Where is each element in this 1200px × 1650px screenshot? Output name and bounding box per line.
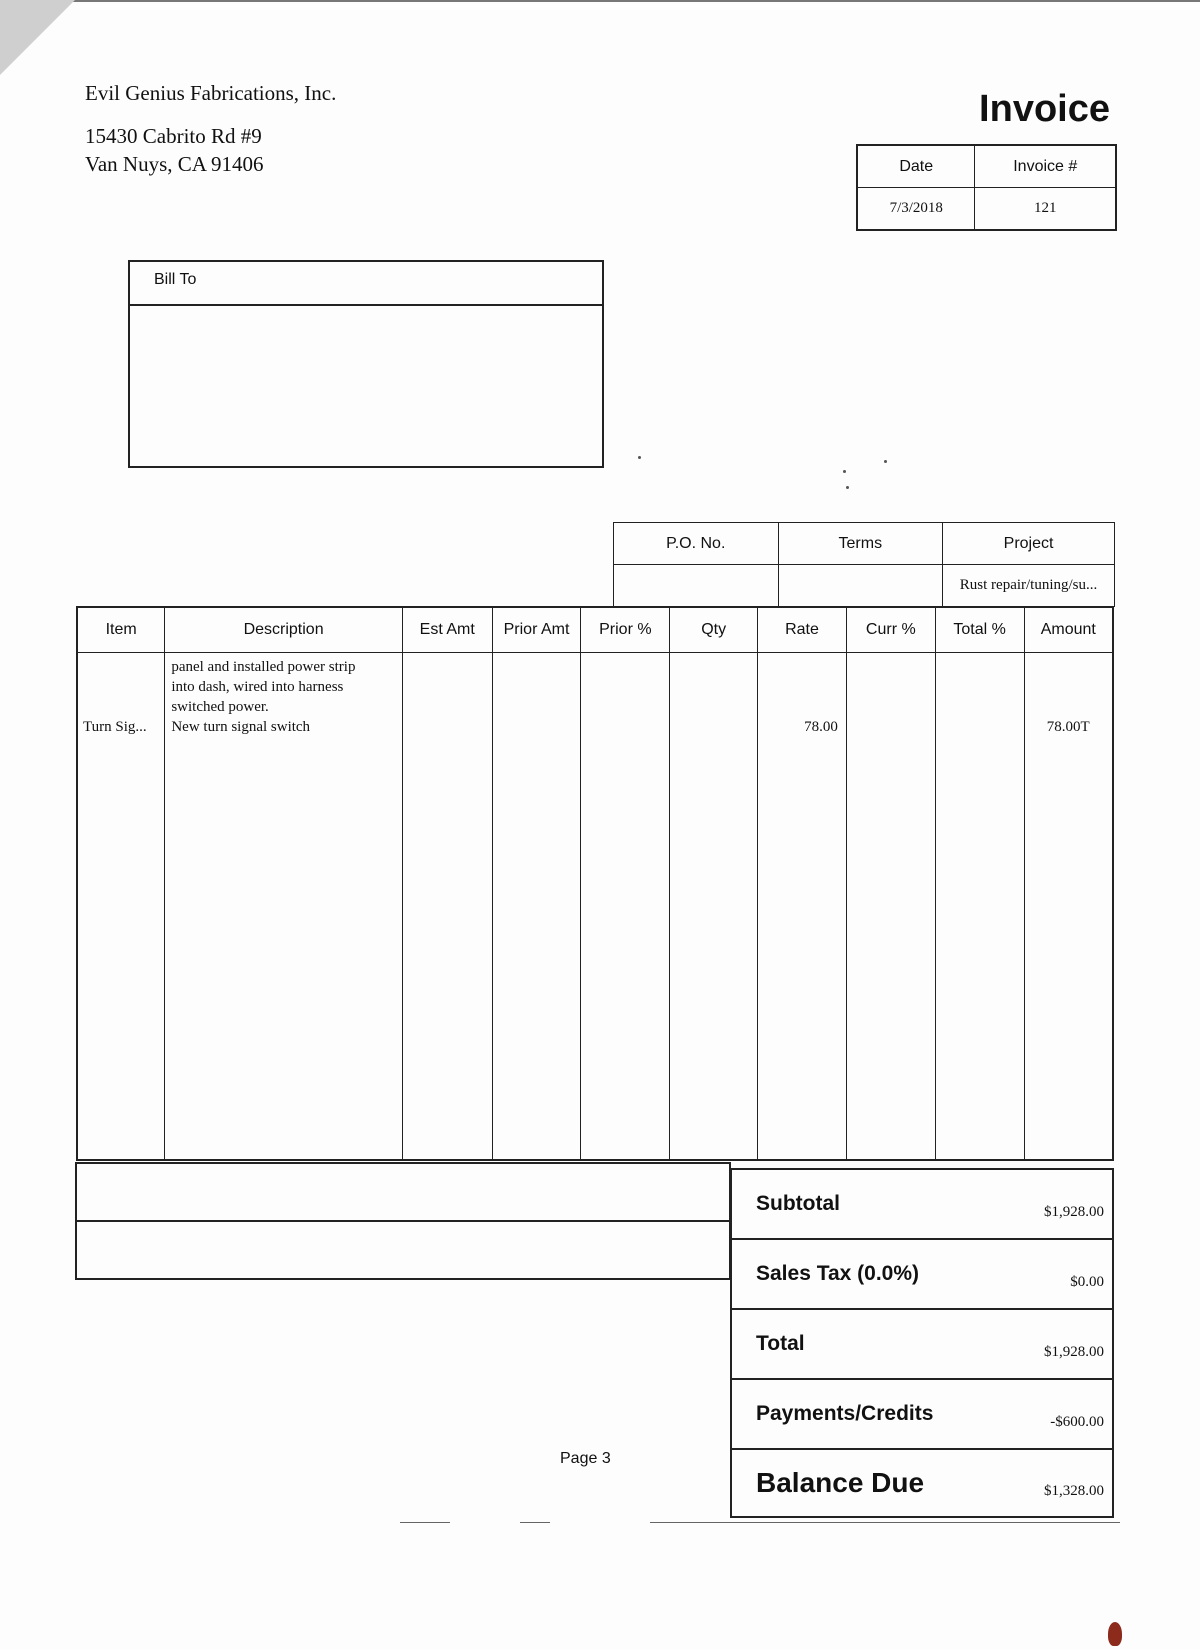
rate-value: 78.00 (804, 719, 838, 735)
date-invoice-box (856, 144, 1117, 231)
description-cell (165, 653, 403, 1161)
column-header: Prior Amt (492, 607, 581, 653)
column-header: Amount (1024, 607, 1113, 653)
amount-value: 78.00T (1046, 719, 1090, 735)
subtotal-label: Subtotal (731, 1169, 1000, 1239)
column-header: Description (165, 607, 403, 653)
est-amt-cell (402, 653, 492, 1161)
item-value: Turn Sig... (83, 719, 147, 735)
total-value: $1,928.00 (1000, 1309, 1113, 1379)
item-cell (77, 653, 165, 1161)
balance-due-value: $1,328.00 (1044, 1482, 1104, 1499)
bill-to-label: Bill To (130, 262, 602, 306)
column-header: Est Amt (402, 607, 492, 653)
page-number: Page 3 (560, 1450, 611, 1467)
totals-table (730, 1168, 1114, 1518)
project-label: Project (943, 523, 1115, 565)
po-label: P.O. No. (614, 523, 779, 565)
speck (638, 456, 641, 459)
company-name: Evil Genius Fabrications, Inc. (85, 81, 337, 105)
invoice-date: 7/3/2018 (857, 188, 975, 231)
table-row (77, 653, 1113, 1161)
total-pct-cell (935, 653, 1024, 1161)
address-line-1: 15430 Cabrito Rd #9 (85, 124, 262, 148)
scan-line (400, 1522, 450, 1523)
balance-due-label: Balance Due (756, 1467, 925, 1498)
scan-edge (0, 0, 1200, 2)
sales-tax-label: Sales Tax (0.0%) (731, 1239, 1000, 1309)
address-line-2: Van Nuys, CA 91406 (85, 152, 264, 176)
qty-cell (670, 653, 758, 1161)
column-header: Total % (935, 607, 1024, 653)
subtotal-value: $1,928.00 (1000, 1169, 1113, 1239)
speck (884, 460, 887, 463)
memo-row (76, 1221, 730, 1279)
project-value: Rust repair/tuning/su... (943, 565, 1115, 607)
payments-value: -$600.00 (1000, 1379, 1113, 1449)
prior-amt-cell (492, 653, 581, 1161)
rate-cell (758, 653, 847, 1161)
speck (846, 486, 849, 489)
memo-box (75, 1162, 731, 1280)
invoice-number: 121 (975, 188, 1116, 231)
scan-line (520, 1522, 550, 1523)
speck (843, 470, 846, 473)
company-address (85, 122, 264, 178)
invoice-number-label: Invoice # (975, 145, 1116, 188)
column-header: Qty (670, 607, 758, 653)
payments-label: Payments/Credits (731, 1379, 1000, 1449)
prior-pct-cell (581, 653, 670, 1161)
terms-label: Terms (778, 523, 943, 565)
curr-pct-cell (846, 653, 935, 1161)
date-label: Date (857, 145, 975, 188)
amount-cell (1024, 653, 1113, 1161)
memo-row (76, 1163, 730, 1221)
description-value: panel and installed power strip into dash, wired into harness switched power. New turn signal switch (171, 659, 356, 735)
column-header: Prior % (581, 607, 670, 653)
total-label: Total (731, 1309, 1000, 1379)
line-items-table (76, 606, 1114, 1161)
bill-to-box (128, 260, 604, 468)
terms-value (778, 565, 943, 607)
document-title: Invoice (979, 88, 1110, 130)
po-value (614, 565, 779, 607)
scan-line (650, 1522, 1120, 1523)
table-header-row (77, 607, 1113, 653)
ink-stain (1108, 1622, 1122, 1646)
column-header: Rate (758, 607, 847, 653)
po-terms-project-table (613, 522, 1115, 607)
column-header: Curr % (846, 607, 935, 653)
folded-corner (0, 0, 75, 75)
column-header: Item (77, 607, 165, 653)
sales-tax-value: $0.00 (1000, 1239, 1113, 1309)
